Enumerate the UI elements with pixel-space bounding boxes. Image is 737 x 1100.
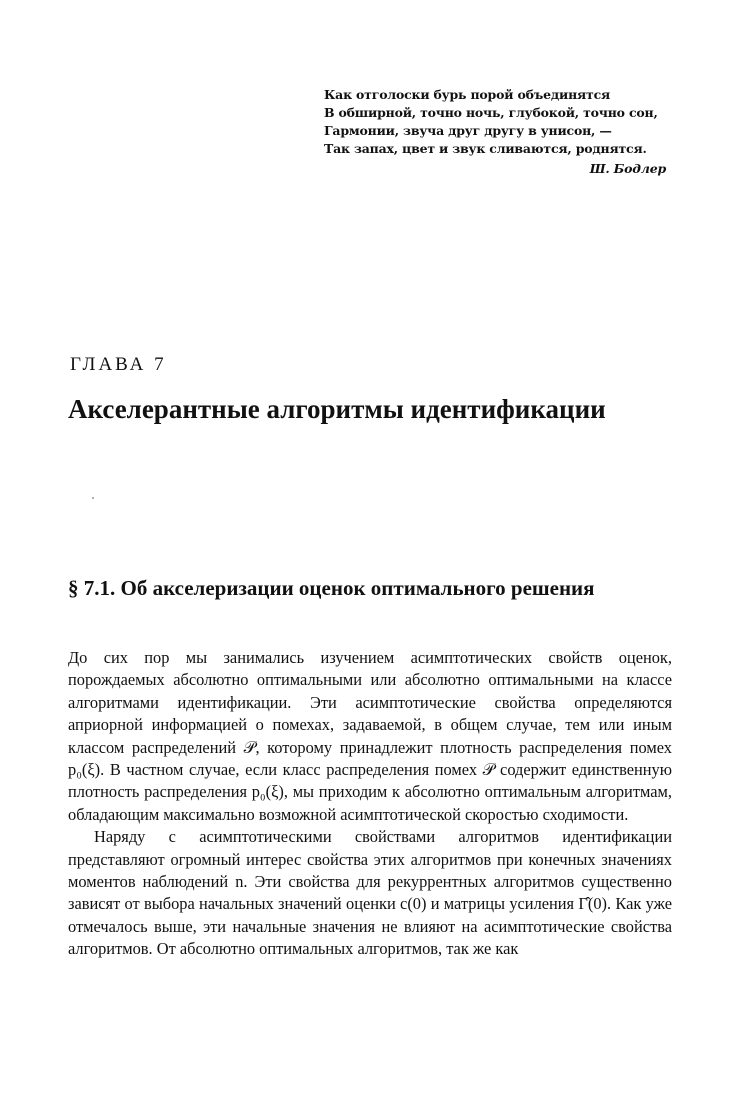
chapter-title: Акселерантные алгоритмы идентификации	[68, 394, 606, 424]
body-text	[68, 647, 672, 961]
chapter-label: ГЛАВА 7	[70, 354, 167, 375]
epigraph-line: Так запах, цвет и звук сливаются, роднятся.	[324, 141, 647, 156]
epigraph	[324, 86, 674, 178]
section-title: § 7.1. Об акселеризации оценок оптимального решения	[68, 576, 595, 600]
epigraph-author: Ш. Бодлер	[589, 161, 666, 176]
epigraph-line: Гармонии, звуча друг другу в унисон, —	[324, 123, 612, 138]
print-speck	[92, 497, 94, 499]
epigraph-line: В обширной, точно ночь, глубокой, точно сон,	[324, 105, 658, 120]
paragraph: Наряду с асимптотическими свойствами алгоритмов идентификации представляют огромный интерес свойства этих алгоритмов при конечных значениях моментов наблюдений n. Эти свойства для рекуррентных алгоритмов существенно зависят от выбора начальных значений оценки c(0) и матрицы усиления Γ̂(0). Как уже отмечалось выше, эти начальные значения не влияют на асимптотические свойства алгоритмов. От абсолютно оптимальных алгоритмов, так же как	[68, 827, 672, 959]
epigraph-line: Как отголоски бурь порой объединятся	[324, 87, 611, 102]
paragraph: До сих пор мы занимались изучением асимптотических свойств оценок, порождаемых абсолютно оптимальными или абсолютно оптимальными на классе алгоритмами идентификации. Эти асимптотические свойства определяются априорной информацией о помехах, задаваемой, в общем случае, тем или иным классом распределений 𝒫, которому принадлежит плотность распределения помех p₀(ξ). В частном случае, если класс распределения помех 𝒫 содержит единственную плотность распределения p₀(ξ), мы приходим к абсолютно оптимальным алгоритмам, обладающим максимально возможной асимптотической скоростью сходимости.	[68, 648, 672, 824]
